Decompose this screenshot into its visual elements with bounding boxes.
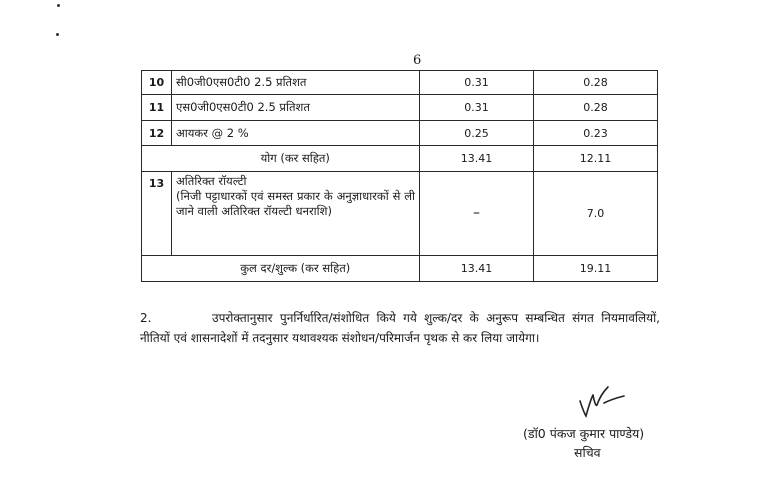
instruction-paragraph [140,309,660,348]
row-serial: 11 [142,95,172,121]
paragraph-text: उपरोक्तानुसार पुनर्निर्धारित/संशोधित किये गये शुल्क/दर के अनुरूप सम्बन्धित संगत नियमावलियों, नीतियों एवं शासनादेशों में तदनुसार यथावश्यक संशोधन/परिमार्जन पृथक से कर लिया जायेगा। [140,311,660,345]
subtotal-blank [142,146,172,172]
row-value-1: 0.31 [420,95,534,121]
extra-value-2: 7.0 [534,172,658,256]
signature-mark [566,383,626,419]
row-description: सी0जी0एस0टी0 2.5 प्रतिशत [172,71,420,95]
fee-table [141,70,658,282]
table-row [142,121,658,146]
extra-royalty-title: अतिरिक्त रॉयल्टी [176,174,247,188]
row-serial: 10 [142,71,172,95]
row-value-2: 0.28 [534,95,658,121]
page-number: 6 [413,53,422,68]
table-row [142,95,658,121]
total-blank [142,256,172,282]
row-value-1: 0.25 [420,121,534,146]
total-label: कुल दर/शुल्क (कर सहित) [172,256,420,282]
total-row [142,256,658,282]
subtotal-value-1: 13.41 [420,146,534,172]
scan-mark-1 [57,4,60,7]
row-description: एस0जी0एस0टी0 2.5 प्रतिशत [172,95,420,121]
row-serial: 12 [142,121,172,146]
row-serial: 13 [142,172,172,256]
signatory-designation: सचिव [574,445,601,460]
extra-royalty-description [172,172,420,256]
row-value-1: 0.31 [420,71,534,95]
total-value-1: 13.41 [420,256,534,282]
subtotal-label: योग (कर सहित) [172,146,420,172]
subtotal-row [142,146,658,172]
scan-mark-2 [56,33,59,36]
row-description: आयकर @ 2 % [172,121,420,146]
row-value-2: 0.28 [534,71,658,95]
extra-royalty-row [142,172,658,256]
subtotal-value-2: 12.11 [534,146,658,172]
row-value-2: 0.23 [534,121,658,146]
extra-royalty-body: (निजी पट्टाधारकों एवं समस्त प्रकार के अनुज्ञाधारकों से ली जाने वाली अतिरिक्त रॉयल्टी धनराशि) [176,189,415,218]
table-row [142,71,658,95]
paragraph-number: 2. [140,311,152,325]
extra-value-1: – [420,172,534,256]
total-value-2: 19.11 [534,256,658,282]
signatory-name: (डॉ0 पंकज कुमार पाण्डेय) [523,426,645,441]
